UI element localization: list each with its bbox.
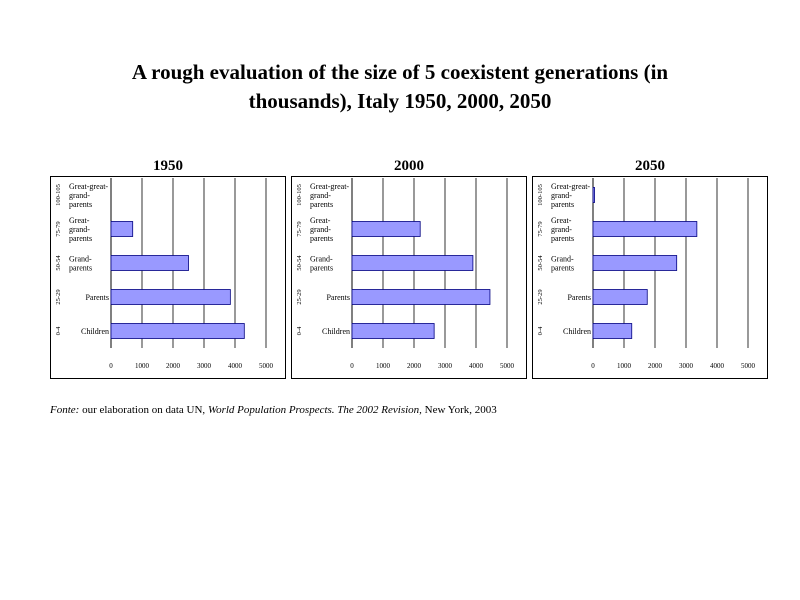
bar bbox=[352, 324, 434, 339]
category-label: Parents bbox=[326, 293, 350, 302]
category-label: Great-great- bbox=[551, 182, 591, 191]
chart-2000 bbox=[291, 176, 527, 379]
x-tick-label: 2000 bbox=[648, 362, 662, 370]
category-label: Great- bbox=[69, 216, 90, 225]
chart-1950 bbox=[50, 176, 286, 379]
x-tick-label: 3000 bbox=[438, 362, 452, 370]
category-label: Parents bbox=[85, 293, 109, 302]
category-label: grand- bbox=[310, 225, 331, 234]
x-tick-label: 5000 bbox=[741, 362, 755, 370]
category-label: Great-great- bbox=[69, 182, 109, 191]
x-tick-label: 4000 bbox=[710, 362, 724, 370]
category-label: Great- bbox=[310, 216, 331, 225]
x-tick-label: 2000 bbox=[166, 362, 180, 370]
age-group-label: 100-105 bbox=[537, 184, 544, 206]
bar bbox=[352, 290, 490, 305]
category-label: Grand- bbox=[69, 254, 92, 264]
category-label: Children bbox=[81, 327, 109, 336]
category-label: Grand- bbox=[551, 254, 574, 264]
category-label: parents bbox=[69, 263, 93, 273]
age-group-label: 50-54 bbox=[296, 255, 303, 271]
category-label: parents bbox=[551, 263, 575, 273]
bar bbox=[593, 324, 632, 339]
source-note bbox=[50, 404, 770, 416]
age-group-label: 25-29 bbox=[537, 289, 544, 305]
chart-2000-title: 2000 bbox=[394, 158, 424, 174]
category-label: parents bbox=[310, 263, 334, 273]
source-text-1: our elaboration on data UN, bbox=[79, 404, 208, 416]
age-group-label: 75-79 bbox=[296, 221, 303, 237]
category-label: grand- bbox=[69, 191, 90, 200]
x-tick-label: 5000 bbox=[500, 362, 514, 370]
x-tick-label: 0 bbox=[591, 362, 595, 370]
bar bbox=[352, 256, 473, 271]
source-publication-title: World Population Prospects. The 2002 Revision, bbox=[207, 404, 422, 416]
category-label: Children bbox=[563, 327, 591, 336]
category-label: Children bbox=[322, 327, 350, 336]
x-tick-label: 1000 bbox=[376, 362, 390, 370]
x-tick-label: 0 bbox=[109, 362, 113, 370]
bar bbox=[352, 222, 420, 237]
category-label: grand- bbox=[551, 191, 572, 200]
page-title-line-1: A rough evaluation of the size of 5 coexistent generations (in bbox=[131, 60, 669, 84]
x-tick-label: 5000 bbox=[259, 362, 273, 370]
category-label: parents bbox=[69, 200, 93, 209]
bar bbox=[111, 290, 230, 305]
category-label: grand- bbox=[69, 225, 90, 234]
age-group-label: 0-4 bbox=[55, 326, 62, 336]
age-group-label: 75-79 bbox=[537, 221, 544, 237]
age-group-label: 0-4 bbox=[537, 326, 544, 336]
age-group-label: 100-105 bbox=[55, 184, 62, 206]
age-group-label: 100-105 bbox=[296, 184, 303, 206]
category-label: Great-great- bbox=[310, 182, 350, 191]
x-tick-label: 4000 bbox=[228, 362, 242, 370]
age-group-label: 0-4 bbox=[296, 326, 303, 336]
chart-2050-title: 2050 bbox=[635, 158, 665, 174]
category-label: parents bbox=[551, 200, 575, 209]
category-label: parents bbox=[69, 234, 93, 243]
bar bbox=[593, 256, 677, 271]
category-label: Grand- bbox=[310, 254, 333, 264]
x-tick-label: 3000 bbox=[197, 362, 211, 370]
x-tick-label: 3000 bbox=[679, 362, 693, 370]
category-label: grand- bbox=[551, 225, 572, 234]
x-tick-label: 4000 bbox=[469, 362, 483, 370]
category-label: parents bbox=[551, 234, 575, 243]
age-group-label: 25-29 bbox=[296, 289, 303, 305]
chart-1950-title: 1950 bbox=[153, 158, 183, 174]
x-tick-label: 2000 bbox=[407, 362, 421, 370]
x-tick-label: 1000 bbox=[135, 362, 149, 370]
age-group-label: 50-54 bbox=[537, 255, 544, 271]
bar bbox=[111, 222, 133, 237]
category-label: Parents bbox=[567, 293, 591, 302]
source-text-2: New York, 2003 bbox=[421, 404, 497, 416]
category-label: parents bbox=[310, 234, 334, 243]
page-title bbox=[60, 58, 740, 116]
page-title-line-2: thousands), Italy 1950, 2000, 2050 bbox=[248, 89, 552, 113]
age-group-label: 75-79 bbox=[55, 221, 62, 237]
category-label: parents bbox=[310, 200, 334, 209]
bar bbox=[111, 324, 244, 339]
age-group-label: 50-54 bbox=[55, 255, 62, 271]
chart-2050 bbox=[532, 176, 768, 379]
x-tick-label: 0 bbox=[350, 362, 354, 370]
category-label: Great- bbox=[551, 216, 572, 225]
x-tick-label: 1000 bbox=[617, 362, 631, 370]
age-group-label: 25-29 bbox=[55, 289, 62, 305]
bar bbox=[111, 256, 189, 271]
source-label: Fonte: bbox=[50, 404, 80, 416]
category-label: grand- bbox=[310, 191, 331, 200]
bar bbox=[593, 290, 647, 305]
bar bbox=[593, 222, 697, 237]
bar bbox=[593, 188, 595, 203]
